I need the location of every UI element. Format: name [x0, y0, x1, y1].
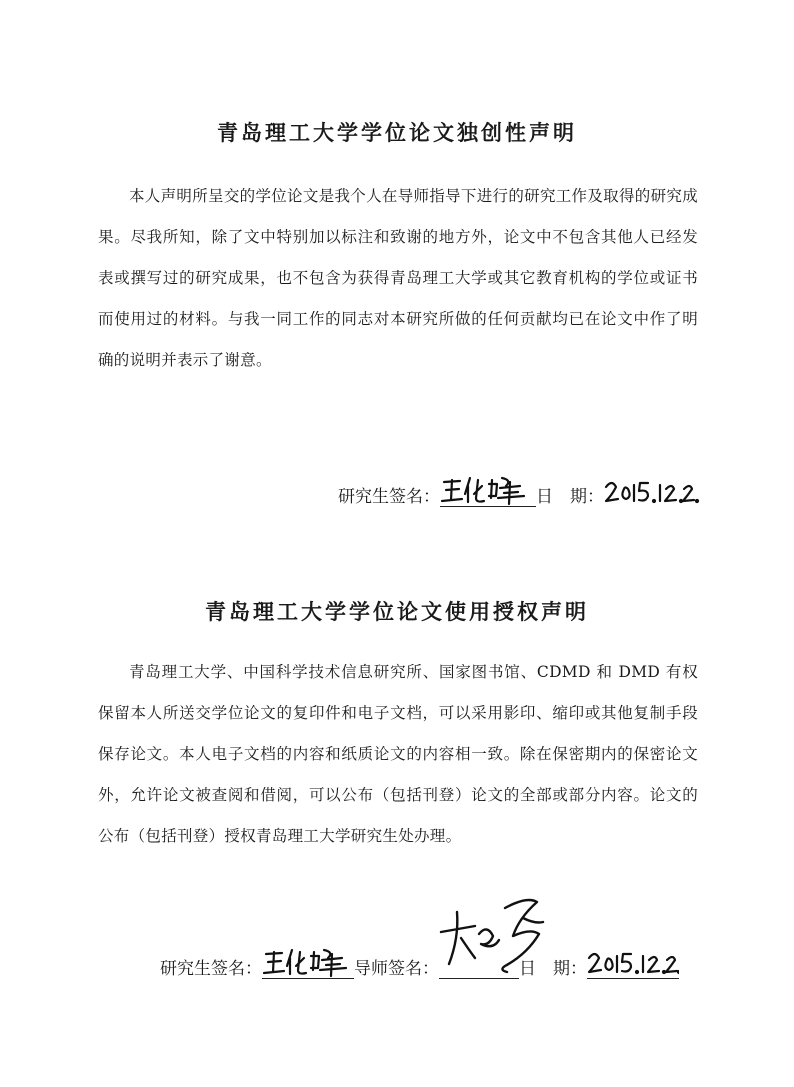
date-label: 日 期： — [536, 487, 604, 507]
student-signature-field — [440, 478, 536, 507]
originality-declaration-title: 青岛理工大学学位论文独创性声明 — [217, 121, 577, 145]
student-signature-label: 研究生签名： — [160, 959, 262, 979]
advisor-signature-field — [439, 950, 519, 979]
originality-declaration-text: 本人声明所呈交的学位论文是我个人在导师指导下进行的研究工作及取得的研究成果。尽我所知，除了文中特别加以标注和致谢的地方外，论文中不包含其他人已经发表或撰写过的研究成果，也不包含为获得青岛理工大学或其它教育机构的学位或证书而使用过的材料。与我一同工作的同志对本研究所做的任何贡献均已在论文中作了明确的说明并表示了谢意。 — [98, 187, 698, 369]
student-signature — [262, 944, 354, 978]
authorization-declaration-title: 青岛理工大学学位论文使用授权声明 — [205, 600, 589, 624]
student-signature-field — [262, 950, 354, 979]
date-handwriting — [587, 944, 679, 978]
authorization-declaration-text: 青岛理工大学、中国科学技术信息研究所、国家图书馆、CDMD 和 DMD 有权保留本人所送交学位论文的复印件和电子文档，可以采用影印、缩印或其他复制手段保存论文。本人电子文档的内容和纸质论文的内容相一致。除在保密期内的保密论文外，允许论文被查阅和借阅，可以公布（包括刊登）论文的全部或部分内容。论文的公布（包括刊登）授权青岛理工大学研究生处办理。 — [98, 663, 698, 845]
authorization-signature-line — [160, 950, 679, 990]
student-signature-label: 研究生签名： — [338, 487, 440, 507]
student-signature — [440, 472, 536, 506]
originality-signature-line — [338, 478, 700, 518]
date-field — [587, 950, 679, 979]
advisor-signature-label: 导师签名： — [354, 959, 439, 979]
date-handwriting — [604, 473, 700, 507]
date-field — [604, 479, 700, 507]
date-label: 日 期： — [519, 959, 587, 979]
